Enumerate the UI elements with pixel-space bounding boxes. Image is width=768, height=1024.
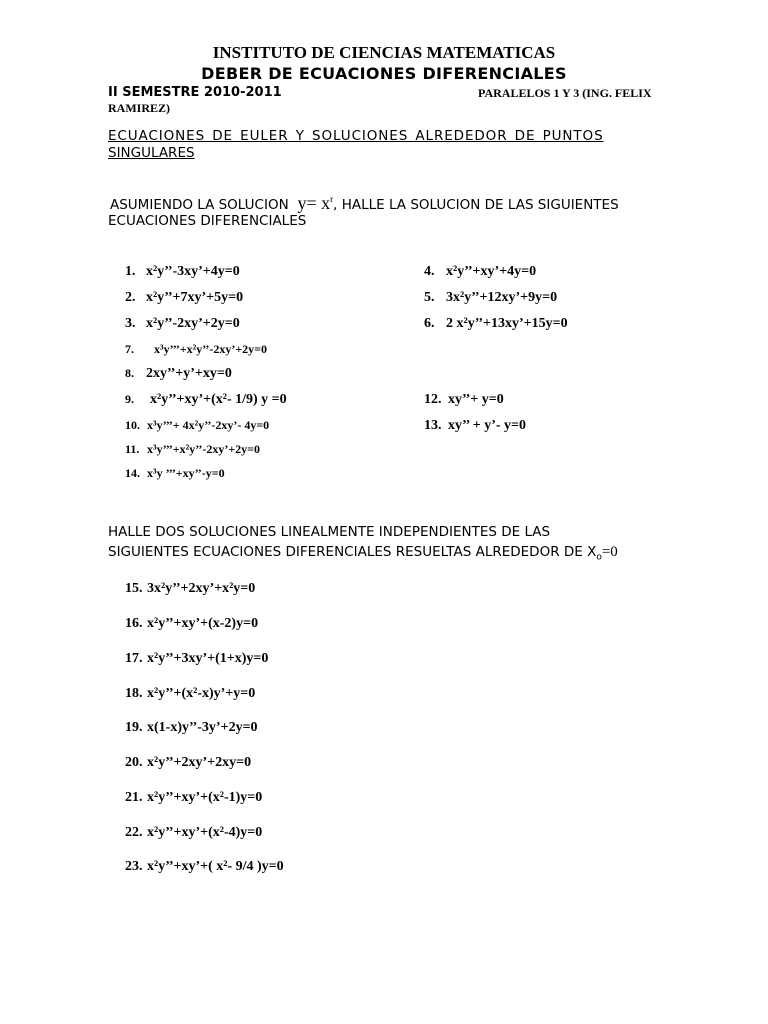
- equation-item: 21. x²y’’+xy’+(x²-1)y=0: [125, 790, 263, 805]
- equation-item: 13. xy’’ + y’- y=0: [424, 418, 527, 433]
- equation-item: 19. x(1-x)y’’-3y’+2y=0: [125, 720, 258, 735]
- equation-item: 9. x²y’’+xy’+(x²- 1/9) y =0: [125, 392, 287, 407]
- equation-item: 1. x²y’’-3xy’+4y=0: [125, 264, 240, 279]
- instruction-text-rest: , HALLE LA SOLUCION DE LAS SIGUIENTES: [333, 197, 619, 213]
- equation-item: 23. x²y’’+xy’+( x²- 9/4 )y=0: [125, 859, 284, 874]
- equation-item: 22. x²y’’+xy’+(x²-4)y=0: [125, 825, 263, 840]
- instruction-text: ASUMIENDO LA SOLUCION: [110, 197, 289, 213]
- equation-item: 4. x²y’’+xy’+4y=0: [424, 264, 537, 279]
- equation-item: 5. 3x²y’’+12xy’+9y=0: [424, 290, 558, 305]
- solution-formula: $y= x^r$: [297, 193, 334, 213]
- equation-item: 12. xy’’+ y=0: [424, 392, 504, 407]
- equation-item: 2. x²y’’+7xy’+5y=0: [125, 290, 244, 305]
- semester-label: II SEMESTRE 2010-2011: [108, 85, 282, 100]
- equation-item: 7. x³y’’’+x²y’’-2xy’+2y=0: [125, 342, 268, 356]
- paralelos-label: PARALELOS 1 Y 3 (ING. FELIX: [478, 86, 652, 100]
- equation-item: 15. 3x²y’’+2xy’+x²y=0: [125, 581, 256, 596]
- section1-title: ECUACIONES DE EULER Y SOLUCIONES ALREDEDOR DE PUNTOS: [108, 128, 604, 144]
- equation-item: 10. x³y’’’+ 4x²y’’-2xy’- 4y=0: [125, 418, 270, 432]
- equation-item: 16. x²y’’+xy’+(x-2)y=0: [125, 616, 259, 631]
- equation-item: 11. x³y’’’+x²y’’-2xy’+2y=0: [125, 442, 261, 456]
- section1-instruction: [110, 193, 619, 214]
- section1-title-cont: SINGULARES: [108, 145, 195, 161]
- equation-item: 14. x³y ’’’+xy’’-y=0: [125, 466, 225, 480]
- section1-instruction-cont: ECUACIONES DIFERENCIALES: [108, 213, 307, 229]
- institute-title: INSTITUTO DE CIENCIAS MATEMATICAS: [212, 43, 556, 62]
- equation-item: 8. 2xy’’+y’+xy=0: [125, 366, 232, 381]
- document-title: DEBER DE ECUACIONES DIFERENCIALES: [201, 64, 567, 83]
- section2-instruction-cont: SIGUIENTES ECUACIONES DIFERENCIALES RESUELTAS ALREDEDOR DE $X_o=0$: [108, 544, 618, 563]
- equation-item: 18. x²y’’+(x²-x)y’+y=0: [125, 686, 256, 701]
- paralelos-label-cont: RAMIREZ): [108, 101, 170, 115]
- section2-instruction: HALLE DOS SOLUCIONES LINEALMENTE INDEPENDIENTES DE LAS: [108, 524, 551, 540]
- equation-item: 20. x²y’’+2xy’+2xy=0: [125, 755, 252, 770]
- equation-item: 17. x²y’’+3xy’+(1+x)y=0: [125, 651, 269, 666]
- equation-item: 3. x²y’’-2xy’+2y=0: [125, 316, 240, 331]
- equation-item: 6. 2 x²y’’+13xy’+15y=0: [424, 316, 568, 331]
